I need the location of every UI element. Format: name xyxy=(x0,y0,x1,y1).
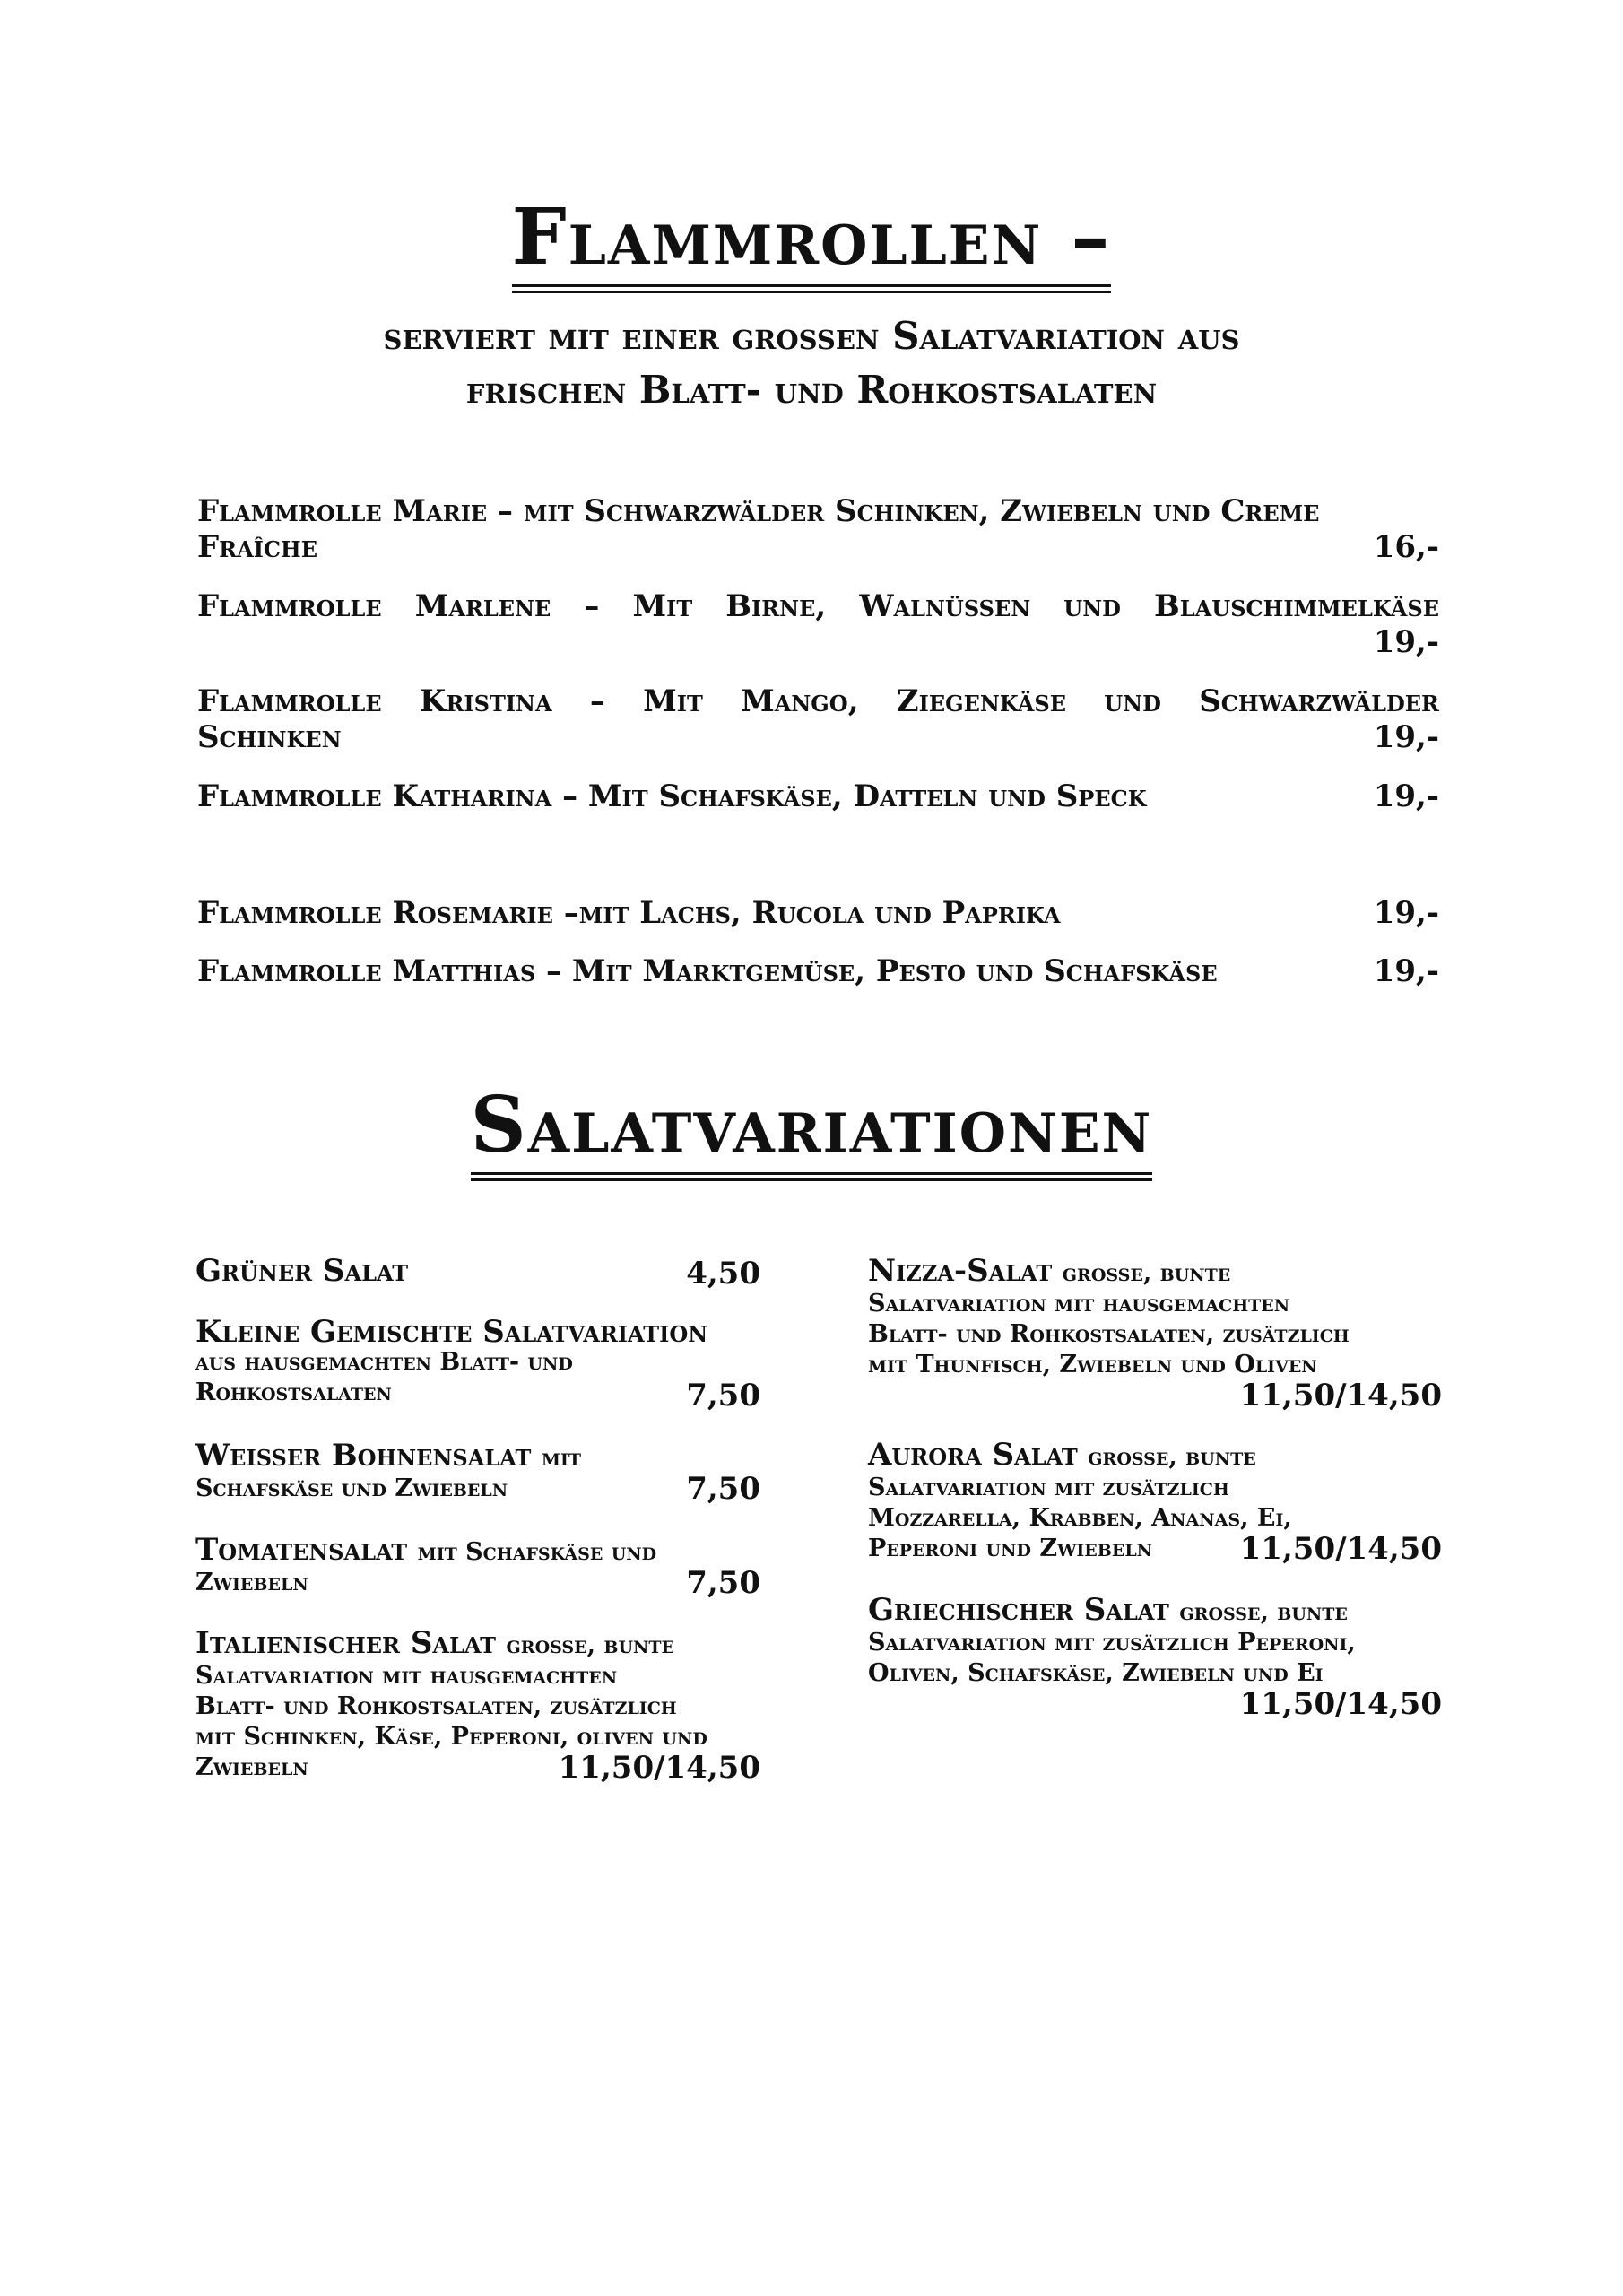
item-price: 11,50/14,50 xyxy=(1239,1686,1442,1722)
item-name-suffix: mit Schafskäse und xyxy=(417,1538,657,1566)
salat-item-italienischer xyxy=(195,1625,760,1786)
item-desc: Salatvariation mit hausgemachten xyxy=(868,1290,1290,1318)
item-name: Nizza-Salat xyxy=(868,1253,1053,1289)
item-price: 16,- xyxy=(1373,529,1439,565)
salat-item-weisser-bohnen xyxy=(195,1438,760,1507)
item-name-cont: Fraîche xyxy=(197,529,318,565)
item-name: Tomatensalat xyxy=(195,1532,408,1568)
item-price: 4,50 xyxy=(686,1256,760,1292)
flammrollen-title: Flammrollen – xyxy=(0,193,1623,293)
item-price: 19,- xyxy=(1373,953,1439,989)
menu-item-rosemarie xyxy=(197,895,1439,931)
item-name-suffix: grosse, bunte xyxy=(1179,1598,1348,1626)
item-price: 19,- xyxy=(1373,895,1439,931)
item-desc: Salatvariation mit zusätzlich Peperoni, xyxy=(868,1629,1356,1657)
item-name: Italienischer Salat xyxy=(195,1625,497,1661)
item-price: 7,50 xyxy=(686,1378,760,1413)
item-desc: Blatt- und Rohkostsalaten, zusätzlich xyxy=(195,1692,677,1720)
item-name-suffix: grosse, bunte xyxy=(1088,1443,1256,1471)
item-name: Aurora Salat xyxy=(868,1437,1078,1473)
item-name: Flammrolle Rosemarie –mit Lachs, Rucola und Paprika xyxy=(197,895,1061,931)
item-name-suffix: grosse, bunte xyxy=(506,1631,675,1659)
salat-item-nizza xyxy=(868,1253,1442,1413)
item-name: Flammrolle Katharina – Mit Schafskäse, Datteln und Speck xyxy=(197,778,1147,814)
item-desc: Salatvariation mit zusätzlich xyxy=(868,1474,1229,1501)
item-desc: mit Schinken, Käse, Peperoni, oliven und xyxy=(195,1723,707,1751)
flammrollen-subtitle-line2: frischen Blatt- und Rohkostsalaten xyxy=(465,368,1158,412)
item-desc: Blatt- und Rohkostsalaten, zusätzlich xyxy=(868,1320,1350,1348)
salat-item-aurora xyxy=(868,1437,1442,1567)
item-desc: Oliven, Schafskäse, Zwiebeln und Ei xyxy=(868,1659,1324,1687)
menu-item-kristina xyxy=(197,683,1439,755)
salat-left-column xyxy=(195,1253,760,1794)
item-price: 19,- xyxy=(1373,778,1439,814)
item-price: 11,50/14,50 xyxy=(1239,1378,1442,1413)
item-name-suffix: grosse, bunte xyxy=(1062,1259,1231,1287)
item-name: Flammrolle Kristina – Mit Mango, Ziegenkäse und Schwarzwälder xyxy=(197,683,1439,719)
item-desc: Zwiebeln xyxy=(195,1753,308,1781)
item-price: 7,50 xyxy=(686,1565,760,1601)
item-desc: Salatvariation mit hausgemachten xyxy=(195,1662,618,1690)
salat-item-tomaten xyxy=(195,1532,760,1601)
item-desc: Schafskäse und Zwiebeln xyxy=(195,1474,508,1502)
salat-right-column xyxy=(868,1253,1442,1722)
item-price: 11,50/14,50 xyxy=(558,1750,760,1786)
item-price: 19,- xyxy=(1373,719,1439,755)
item-name: Flammrolle Marie – mit Schwarzwälder Schinken, Zwiebeln und Creme xyxy=(197,493,1320,529)
item-price: 11,50/14,50 xyxy=(1239,1531,1442,1567)
item-name: Weisser Bohnensalat xyxy=(195,1438,532,1474)
item-name: Kleine Gemischte Salatvariation xyxy=(195,1314,708,1350)
item-desc: Peperoni und Zwiebeln xyxy=(868,1535,1153,1562)
item-name: Griechischer Salat xyxy=(868,1592,1169,1628)
menu-item-matthias xyxy=(197,953,1439,989)
flammrollen-subtitle-line1: serviert mit einer grossen Salatvariation aus xyxy=(383,314,1240,358)
item-price: 7,50 xyxy=(686,1471,760,1507)
menu-item-marie xyxy=(197,493,1439,565)
salat-title: Salatvariationen xyxy=(0,1081,1623,1181)
salat-item-griechischer xyxy=(868,1592,1442,1722)
item-desc: Rohkostsalaten xyxy=(195,1378,392,1406)
item-desc: Zwiebeln xyxy=(195,1569,308,1596)
item-desc: mit Thunfisch, Zwiebeln und Oliven xyxy=(868,1351,1317,1378)
item-price: 19,- xyxy=(1373,624,1439,660)
menu-item-katharina xyxy=(197,778,1439,814)
item-name-cont: Schinken xyxy=(197,719,342,755)
item-name: Grüner Salat xyxy=(195,1253,409,1289)
item-name: Flammrolle Marlene – Mit Birne, Walnüssen und Blauschimmelkäse xyxy=(197,588,1439,624)
menu-item-marlene xyxy=(197,588,1439,660)
salat-item-kleine-gemischte xyxy=(195,1314,760,1413)
salat-item-gruener xyxy=(195,1253,760,1292)
item-desc: Mozzarella, Krabben, Ananas, Ei, xyxy=(868,1504,1292,1532)
item-name-suffix: mit xyxy=(541,1444,581,1472)
item-desc: aus hausgemachten Blatt- und xyxy=(195,1348,573,1376)
item-name: Flammrolle Matthias – Mit Marktgemüse, Pesto und Schafskäse xyxy=(197,953,1218,989)
